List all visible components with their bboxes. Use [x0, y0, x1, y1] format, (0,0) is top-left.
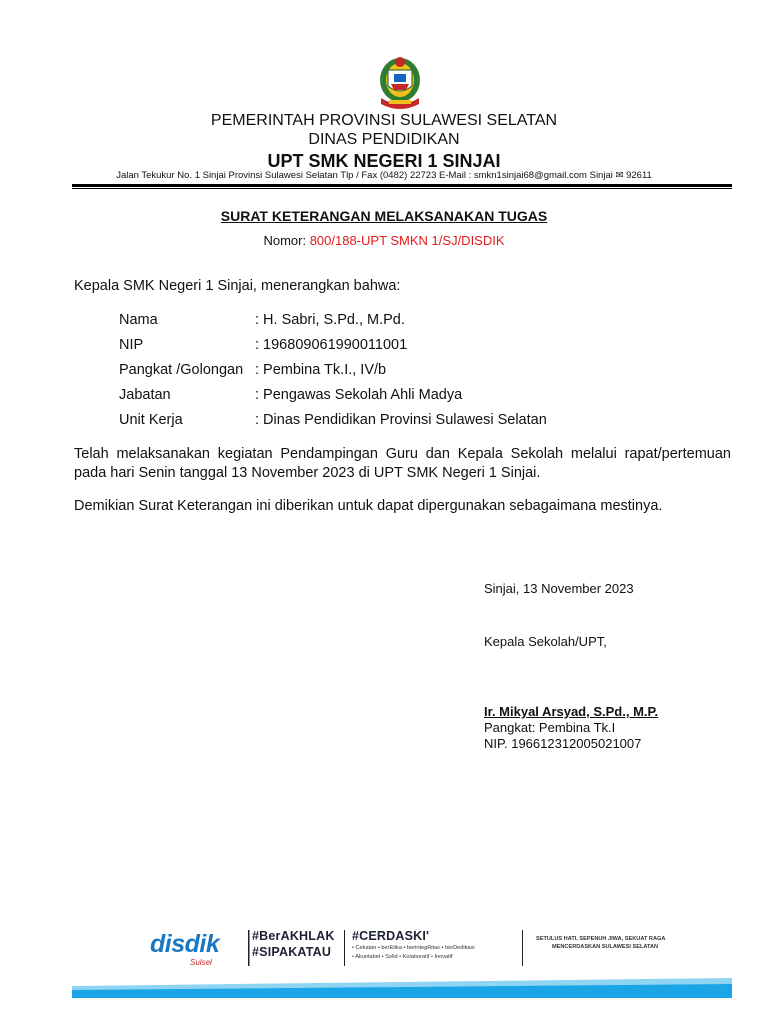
field-label: Jabatan [119, 387, 171, 403]
letter-number-value: 800/188-UPT SMKN 1/SJ/DISDIK [309, 233, 505, 248]
letter-number-prefix: Nomor: [263, 233, 310, 248]
signatory-nip: NIP. 196612312005021007 [484, 736, 642, 751]
disdik-logo: disdik [150, 930, 220, 958]
field-row [119, 387, 462, 403]
footer-values-line2: • Akuntabel • Solid • Kolaboratif • Inovatif [352, 954, 453, 960]
disdik-logo-sub: Sulsel [190, 958, 212, 967]
letter-number [0, 233, 768, 248]
field-value: : 196809061990011001 [255, 337, 408, 353]
signatory-rank: Pangkat: Pembina Tk.I [484, 720, 616, 735]
footer-tag-cerdaski: #CERDASKI' [352, 929, 430, 943]
footer-motto-line2: MENCERDASKAN SULAWESI SELATAN [552, 944, 659, 950]
field-label: Nama [119, 312, 158, 328]
footer-banner [72, 926, 732, 998]
school-name: UPT SMK NEGERI 1 SINJAI [267, 151, 501, 171]
letter-title: SURAT KETERANGAN MELAKSANAKAN TUGAS [220, 208, 548, 224]
field-value: : Pengawas Sekolah Ahli Madya [255, 387, 463, 403]
field-value: : H. Sabri, S.Pd., M.Pd. [255, 312, 405, 328]
signatory-name: Ir. Mikyal Arsyad, S.Pd., M.P. [484, 704, 659, 719]
field-label: NIP [119, 337, 144, 353]
department-name: DINAS PENDIDIKAN [308, 131, 460, 148]
footer-motto-line1: SETULUS HATI, SEPENUH JIWA, SEKUAT RAGA [536, 936, 666, 942]
school-address: Jalan Tekukur No. 1 Sinjai Provinsi Sulawesi Selatan Tlp / Fax (0482) 22723 E-Mail : smkn1sinjai68@gmail.com Sinjai ✉ 92611 [116, 170, 652, 181]
footer-tag-sipakatau: #SIPAKATAU [252, 945, 332, 959]
field-value: : Dinas Pendidikan Provinsi Sulawesi Selatan [255, 412, 547, 428]
government-name: PEMERINTAH PROVINSI SULAWESI SELATAN [210, 112, 558, 129]
closing-paragraph: Demikian Surat Keterangan ini diberikan untuk dapat dipergunakan sebagaimana mestinya. [74, 498, 663, 514]
field-value: : Pembina Tk.I., IV/b [255, 362, 387, 378]
letterhead-rule [72, 184, 732, 187]
field-row [119, 337, 407, 353]
intro-text: Kepala SMK Negeri 1 Sinjai, menerangkan bahwa: [74, 278, 401, 294]
signature-place-date: Sinjai, 13 November 2023 [484, 581, 634, 596]
provincial-emblem-icon [367, 50, 433, 114]
footer-values-line1: • Cekatan • berEtika • berintegRitas • berDedikasi [352, 945, 475, 951]
field-label: Unit Kerja [119, 412, 183, 428]
field-row [119, 362, 386, 378]
letterhead-rule-thin [72, 188, 732, 189]
field-label: Pangkat /Golongan [119, 362, 244, 378]
footer-tag-berakhlak: #BerAKHLAK [252, 929, 335, 943]
signature-position: Kepala Sekolah/UPT, [484, 634, 607, 649]
field-row [119, 312, 405, 328]
body-paragraph: Telah melaksanakan kegiatan Pendampingan Guru dan Kepala Sekolah melalui rapat/pertemuan pada hari Senin tanggal 13 November 2023 di UPT SMK Negeri 1 Sinjai. [74, 446, 731, 481]
field-row [119, 412, 547, 428]
